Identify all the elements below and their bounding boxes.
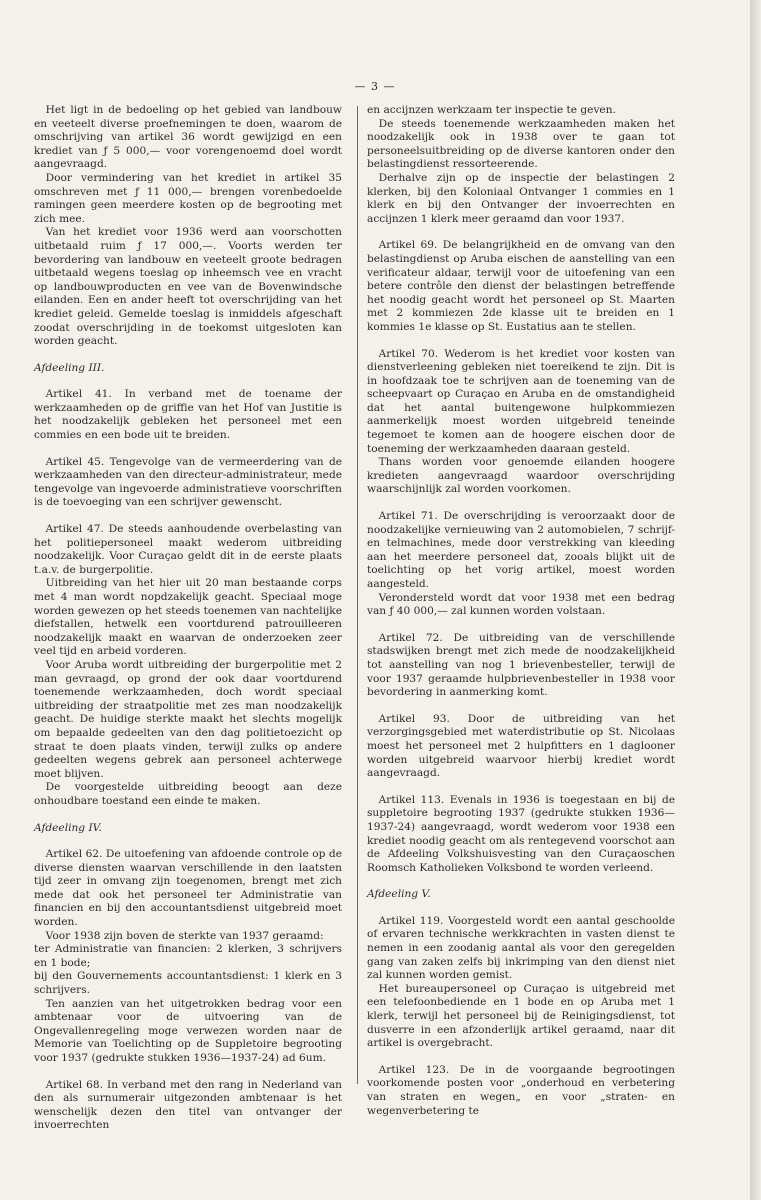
paragraph: Voor Aruba wordt uitbreiding der burgerpolitie met 2 man gevraagd, op grond der ook daar voortdurend toenemende werkzaamheden, doch wordt speciaal uitbreiding der straatpolitie met zes man noodzakelijk geacht. De huidige sterkte maakt het slechts mogelijk om bepaalde gedeelten van den dag politietoezicht op straat te doen plaats vinden, terwijl zulks op andere gedeelten wegens gebrek aan personeel achterwege moet blijven. [34, 658, 342, 780]
article-paragraph: Artikel 62. De uitoefening van afdoende controle op de diverse diensten waarvan verschillende in den laatsten tijd zeer in omvang zijn toegenomen, brengt met zich mede dat ook het personeel ter Administratie van financien en bij den accountantsdienst uitgebreid moet worden. [34, 848, 342, 929]
article-paragraph: Artikel 93. Door de uitbreiding van het verzorgingsgebied met waterdistributie op St. Nicolaas moest het personeel met 2 hulpfitters en 1 daglooner worden uitgebreid waarvoor hierbij krediet wordt aangevraagd. [367, 712, 675, 780]
text-line: en accijnzen werkzaam ter inspectie te geven. [367, 104, 616, 116]
paragraph: De voorgestelde uitbreiding beoogt aan deze onhoudbare toestand een einde te maken. [34, 781, 342, 807]
article-paragraph: Artikel 72. De uitbreiding van de verschillende stadswijken brengt met zich mede de noodzakelijkheid tot aanstelling van nog 1 brievenbesteller, terwijl de voor 1937 geraamde hulpbrievenbesteller in 1938 voor bevordering in aanmerking komt. [367, 631, 675, 699]
page-edge [750, 0, 761, 1200]
article-paragraph: Artikel 45. Tengevolge van de vermeerdering van de werkzaamheden van den directeur-administrateur, mede tengevolge van ingevoerde administratieve voorschriften is de toevoeging van een schrijver gewenscht. [34, 455, 342, 509]
left-column [34, 104, 342, 1133]
article-paragraph: Artikel 68. In verband met den rang in Nederland van den als surnumerair uitgezonden ambtenaar is het wenschelijk dezen den titel van ontvanger der invoerrechten [34, 1078, 342, 1132]
paragraph: Het ligt in de bedoeling op het gebied van landbouw en veeteelt diverse proefnemingen te doen, waarom de omschrijving van artikel 36 wordt gewijzigd en een krediet van ƒ 5 000,— voor vorengenoemd doel wordt aangevraagd. [34, 104, 342, 171]
paragraph: Thans worden voor genoemde eilanden hoogere kredieten aangevraagd waardoor overschrijding waarschijnlijk zal worden voorkomen. [367, 456, 675, 496]
text-line: ter Administratie van financien: 2 klerken, 3 schrijvers en 1 bode; [34, 943, 342, 969]
paragraph: Verondersteld wordt dat voor 1938 met een bedrag van ƒ 40 000,— zal kunnen worden volstaan. [367, 591, 675, 618]
column-divider [357, 106, 358, 1084]
paragraph: Van het krediet voor 1936 werd aan voorschotten uitbetaald ruim ƒ 17 000,—. Voorts werden ter bevordering van landbouw en veeteelt groote bedragen uitbetaald wegens toeslag op inheemsch vee en vracht op landbouwproducten en vee van de Bovenwindsche eilanden. Een en ander heeft tot overschrijding van het krediet geleid. Gemelde toeslag is inmiddels afgeschaft zoodat overschrijding in de toekomst uitgesloten kan worden geacht. [34, 226, 342, 348]
paragraph: Derhalve zijn op de inspectie der belastingen 2 klerken, bij den Koloniaal Ontvanger 1 commies en 1 klerk en bij den Ontvanger der invoerrechten en accijnzen 1 klerk meer geraamd dan voor 1937. [367, 171, 675, 225]
article-paragraph: Artikel 71. De overschrijding is veroorzaakt door de noodzakelijke vernieuwing van 2 automobielen, 7 schrijf- en telmachines, mede door verstrekking van kleeding aan het meerdere personeel dat, zooals blijkt uit de toelichting op het vorig artikel, moest worden aangesteld. [367, 510, 675, 590]
paragraph: De steeds toenemende werkzaamheden maken het noodzakelijk ook in 1938 over te gaan tot personeelsuitbreiding op de diverse kantoren onder den belastingdienst ressorteerende. [367, 117, 675, 171]
paragraph: Het bureaupersoneel op Curaçao is uitgebreid met een telefoonbediende en 1 bode en op Aruba met 1 klerk, terwijl het personeel bij de Reinigingsdienst, tot dusverre in een afzonderlijk artikel geraamd, naar dit artikel is overgebracht. [367, 982, 675, 1050]
section-heading: Afdeeling V. [367, 888, 431, 901]
article-paragraph: Artikel 119. Voorgesteld wordt een aantal geschoolde of ervaren technische werkkrachten in vasten dienst te nemen in een zoodanig aantal als voor den geregelden gang van zaken zelfs bij inkrimping van den dienst niet zal kunnen worden gemist. [367, 914, 675, 982]
page-number: — 3 — [354, 80, 396, 93]
article-paragraph: Artikel 41. In verband met de toename der werkzaamheden op de griffie van het Hof van Justitie is het noodzakelijk gebleken het personeel met een commies en een bode uit te breiden. [34, 388, 342, 442]
article-paragraph: Artikel 47. De steeds aanhoudende overbelasting van het politiepersoneel maakt wederom uitbreiding noodzakelijk. Voor Curaçao geldt dit in de eerste plaats t.a.v. de burgerpolitie. [34, 523, 342, 576]
paragraph: Uitbreiding van het hier uit 20 man bestaande corps met 4 man wordt nopdzakelijk geacht. Speciaal moge worden gewezen op het steeds toenemen van nachtelijke diefstallen, hetwelk een voortdurend patrouilleeren noodzakelijk maakt en waarvan de onderzoeken zeer veel tijd en arbeid vorderen. [34, 577, 342, 658]
paragraph: Voor 1938 zijn boven de sterkte van 1937 geraamd: [45, 929, 324, 942]
section-heading: Afdeeling IV. [34, 821, 102, 834]
article-paragraph: Artikel 69. De belangrijkheid en de omvang van den belastingdienst op Aruba eischen de aanstelling van een verificateur aldaar, terwijl voor de uitoefening van een betere contrôle den dienst der belastingen betreffende het noodig geacht wordt het personeel op St. Maarten met 2 kommiezen 2de klasse uit te breiden en 1 kommies 1e klasse op St. Eustatius aan te stellen. [367, 239, 675, 333]
text-line: bij den Gouvernements accountantsdienst: 1 klerk en 3 schrijvers. [34, 970, 342, 997]
article-paragraph: Artikel 70. Wederom is het krediet voor kosten van dienstverleening gebleken niet toereikend te zijn. Dit is in hoofdzaak toe te schrijven aan de toeneming van de scheepvaart op Curaçao en Aruba en de omstandigheid dat het aantal buitengewone hulpkommiezen aanmerkelijk moest worden uitgebreid teneinde tegemoet te komen aan de hoogere eischen door de toeneming der werkzaamheden daaraan gesteld. [367, 347, 675, 455]
paragraph: Door vermindering van het krediet in artikel 35 omschreven met ƒ 11 000,— brengen vorenbedoelde ramingen geen meerdere kosten op de begrooting met zich mee. [34, 171, 342, 225]
section-heading: Afdeeling III. [34, 361, 105, 374]
right-column [367, 104, 675, 1118]
article-paragraph: Artikel 113. Evenals in 1936 is toegestaan en bij de suppletoire begrooting 1937 (gedrukte stukken 1936—1937-24) aangevraagd, wordt wederom voor 1938 een krediet noodig geacht om als rentegevend voorschot aan de Afdeeling Volkshuisvesting van den Curaçaoschen Roomsch Katholieken Volksbond te worden verleend. [367, 793, 675, 874]
article-paragraph: Artikel 123. De in de voorgaande begrootingen voorkomende posten voor „onderhoud en verbetering van straten en wegen„ en voor „straten- en wegenverbetering te [367, 1063, 675, 1117]
paragraph: Ten aanzien van het uitgetrokken bedrag voor een ambtenaar voor de uitvoering van de Ongevallenregeling moge verwezen worden naar de Memorie van Toelichting op de Suppletoire begrooting voor 1937 (gedrukte stukken 1936—1937-24) ad 6um. [34, 997, 342, 1064]
